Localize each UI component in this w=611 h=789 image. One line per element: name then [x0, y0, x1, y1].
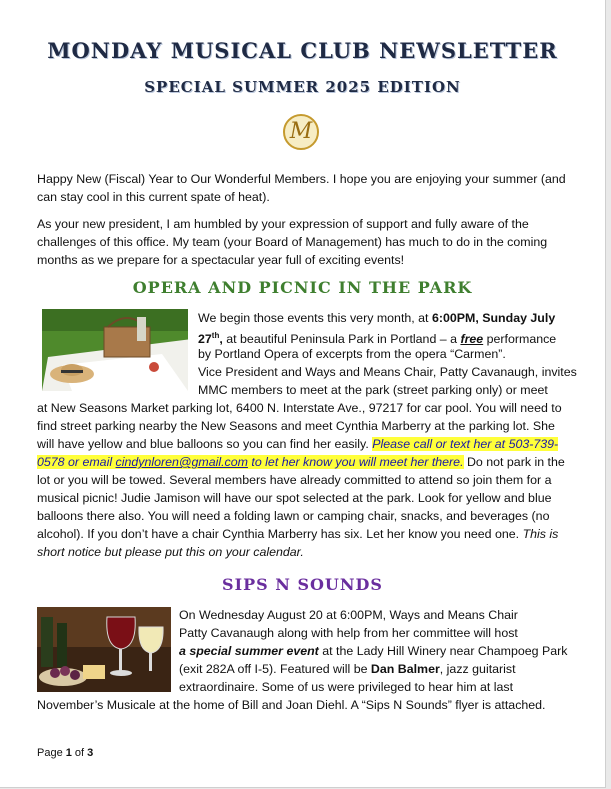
opera-line-2e: performance	[483, 332, 557, 347]
opera-line-3: by Portland Opera of excerpts from the opera “Carmen”.	[198, 347, 506, 361]
page-footer	[37, 747, 93, 759]
page-label: Page	[37, 747, 66, 759]
intro-paragraph-1: Happy New (Fiscal) Year to Our Wonderful Members. I hope you are enjoying your summer (and can stay cool in this current spate of heat).	[37, 172, 566, 204]
sips-special-event: a special summer event	[179, 644, 319, 658]
page-of: of	[71, 747, 88, 759]
sips-line-4	[179, 660, 516, 678]
page-number: 1	[65, 747, 72, 759]
email-link[interactable]: cindynloren@gmail.com	[115, 455, 248, 469]
picnic-photo	[42, 309, 188, 391]
opera-line-5: MMC members to meet at the park (street parking only) or meet	[198, 383, 548, 397]
sips-line-3b: at the Lady Hill Winery near Champoeg Park	[318, 644, 568, 658]
opera-closing: This is short notice but please put this on your calendar.	[37, 527, 559, 559]
sips-line-2: Patty Cavanaugh along with help from her committee will host	[179, 626, 518, 640]
opera-line-2c: at beautiful Peninsula Park in Portland – a	[222, 332, 461, 347]
opera-free: free	[460, 332, 484, 347]
newsletter-title: MONDAY MUSICAL CLUB NEWSLETTER	[47, 38, 558, 63]
opera-date-suffix: th	[211, 331, 220, 340]
opera-heading: OPERA AND PICNIC IN THE PARK	[132, 278, 473, 297]
logo-letter: M	[289, 119, 313, 144]
newsletter-subtitle: SPECIAL SUMMER 2025 EDITION	[144, 78, 461, 96]
sips-line-3	[179, 642, 567, 660]
sips-performer: Dan Balmer	[370, 662, 440, 676]
opera-date-day: 27	[198, 332, 212, 347]
rsvp-text-2: to let her know you will meet her there.	[247, 455, 464, 469]
page-total: 3	[87, 747, 94, 759]
rsvp-text-1: Please call or text her at 503-739-0578 or email	[37, 437, 559, 469]
sips-line-6: November’s Musicale at the home of Bill and Joan Diehl. A “Sips N Sounds” flyer is attached.	[37, 698, 546, 712]
wine-photo	[37, 607, 171, 692]
sips-line-4a: (exit 282A off I-5). Featured will be	[179, 662, 371, 676]
sips-line-5: extraordinaire. Some of us were privileged to hear him at last	[179, 680, 514, 694]
opera-full-2: Do not park in the lot or you will be towed. Several members have already committed to attend so join them for a musical picnic! Judie Jamison will have our spot selected at the park. Look for yellow and blue balloons there also. You will need a folding lawn or camping chair, snacks, and beverages (no alcohol). If you don’t have a chair Cynthia Marberry has six. Let her know you need one.	[37, 455, 565, 541]
sips-line-1: On Wednesday August 20 at 6:00PM, Ways and Means Chair	[179, 608, 518, 622]
opera-date-comma: ,	[219, 332, 223, 347]
sips-line-4c: , jazz guitarist	[439, 662, 516, 676]
sips-heading: SIPS N SOUNDS	[222, 575, 383, 594]
opera-line-1a: We begin those events this very month, at	[198, 311, 432, 325]
opera-line-4: Vice President and Ways and Means Chair, Patty Cavanaugh, invites	[198, 365, 577, 379]
opera-line-1	[198, 309, 555, 327]
intro-paragraph-2: As your new president, I am humbled by your expression of support and fully aware of the challenges of this office. My team (your Board of Management) has much to do in the coming months as we prepare for a spectacular year full of exciting events!	[37, 217, 548, 267]
club-logo	[283, 114, 319, 150]
opera-paragraph	[37, 399, 572, 561]
opera-datetime: 6:00PM, Sunday July	[431, 311, 556, 325]
opera-full-1: at New Seasons Market parking lot, 6400 N. Interstate Ave., 97217 for car pool. You will need to find street parking nearby the New Seasons and meet Cynthia Marberry at the parking lot. She will have yellow and blue balloons so you can find her easily.	[37, 401, 562, 451]
